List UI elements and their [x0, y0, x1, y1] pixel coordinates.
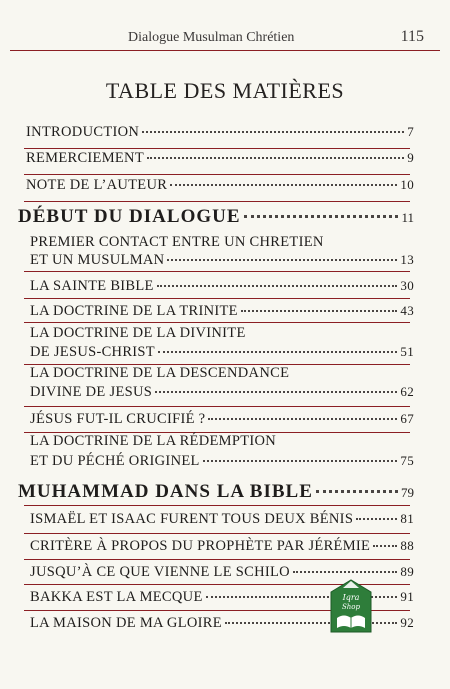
- toc-entry-page: 30: [400, 278, 414, 293]
- toc-entry-remerciement[interactable]: [26, 150, 414, 167]
- dot-leader: [356, 518, 397, 520]
- toc-entry-page: 89: [400, 564, 414, 579]
- dot-leader: [147, 157, 404, 159]
- svg-text:Iqra: Iqra: [342, 593, 360, 602]
- dot-leader: [142, 131, 404, 133]
- dot-leader: [293, 571, 397, 573]
- toc-entry-trinite[interactable]: [30, 303, 414, 320]
- entry-divider: [24, 559, 410, 560]
- toc-entry-note-auteur[interactable]: [26, 177, 414, 194]
- toc-entry-ismael-isaac[interactable]: [30, 511, 414, 528]
- toc-entry-page: 92: [400, 615, 414, 630]
- toc-entry-label: JUSQU’À CE QUE VIENNE LE SCHILO: [30, 564, 290, 580]
- toc-entry-redemption[interactable]: [30, 453, 414, 470]
- toc-entry-label: DIVINE DE JESUS: [30, 384, 153, 400]
- dot-leader: [167, 259, 397, 261]
- toc-entry-page: 75: [400, 453, 414, 468]
- toc-section-muhammad-bible[interactable]: [18, 481, 414, 503]
- toc-entry-line1: LA DOCTRINE DE LA DESCENDANCE: [30, 365, 290, 381]
- toc-section-label: MUHAMMAD DANS LA BIBLE: [18, 481, 313, 502]
- toc-entry-label: CRITÈRE À PROPOS DU PROPHÈTE PAR JÉRÉMIE: [30, 538, 371, 554]
- toc-entry-label: NOTE DE L’AUTEUR: [26, 177, 168, 193]
- dot-leader: [170, 184, 397, 186]
- entry-divider: [24, 271, 410, 272]
- dot-leader: [157, 285, 398, 287]
- toc-entry-page: 51: [400, 344, 414, 359]
- dot-leader: [158, 351, 397, 353]
- entry-divider: [24, 406, 410, 407]
- toc-entry-label: ET DU PÉCHÉ ORIGINEL: [30, 453, 200, 469]
- toc-entry-critere-jeremie[interactable]: [30, 538, 414, 555]
- toc-entry-page: 81: [400, 511, 414, 526]
- entry-divider: [24, 322, 410, 323]
- toc-entry-line1: PREMIER CONTACT ENTRE UN CHRETIEN: [30, 234, 324, 250]
- toc-entry-page: 91: [400, 589, 414, 604]
- toc-title: TABLE DES MATIÈRES: [105, 78, 345, 103]
- running-title: Dialogue Musulman Chrétien: [128, 30, 295, 45]
- entry-divider: [24, 148, 410, 149]
- toc-entry-label: ISMAËL ET ISAAC FURENT TOUS DEUX BÉNIS: [30, 511, 354, 527]
- entry-divider: [24, 533, 410, 534]
- toc-entry-label: JÉSUS FUT-IL CRUCIFIÉ ?: [30, 411, 206, 427]
- iqra-shop-logo: [325, 578, 377, 636]
- toc-section-label: DÉBUT DU DIALOGUE: [18, 206, 241, 227]
- dot-leader: [241, 310, 398, 312]
- dot-leader: [316, 490, 398, 493]
- toc-entry-label: INTRODUCTION: [26, 124, 140, 140]
- toc-entry-page: 88: [400, 538, 414, 553]
- toc-entry-premier-contact[interactable]: [30, 252, 414, 269]
- toc-entry-label: LA SAINTE BIBLE: [30, 278, 154, 294]
- entry-divider: [24, 174, 410, 175]
- toc-entry-label: ET UN MUSULMAN: [30, 252, 165, 268]
- dot-leader: [203, 460, 398, 462]
- toc-entry-page: 43: [400, 303, 414, 318]
- svg-text:Shop: Shop: [342, 603, 360, 611]
- toc-entry-label: LA MAISON DE MA GLOIRE: [30, 615, 222, 631]
- dot-leader: [244, 215, 399, 218]
- header-rule: [10, 50, 440, 51]
- dot-leader: [208, 418, 397, 420]
- toc-entry-sainte-bible[interactable]: [30, 278, 414, 295]
- entry-divider: [24, 201, 410, 202]
- toc-entry-page: 9: [407, 150, 414, 165]
- toc-entry-label: LA DOCTRINE DE LA TRINITE: [30, 303, 238, 319]
- toc-section-debut-dialogue[interactable]: [18, 206, 414, 228]
- toc-entry-line1: LA DOCTRINE DE LA RÉDEMPTION: [30, 433, 277, 449]
- toc-entry-page: 11: [401, 210, 414, 225]
- toc-entry-line1: LA DOCTRINE DE LA DIVINITE: [30, 325, 246, 341]
- toc-entry-page: 67: [400, 411, 414, 426]
- toc-entry-introduction[interactable]: [26, 124, 414, 141]
- entry-divider: [24, 505, 410, 506]
- toc-entry-page: 62: [400, 384, 414, 399]
- toc-entry-page: 10: [400, 177, 414, 192]
- dot-leader: [155, 391, 397, 393]
- toc-entry-page: 13: [400, 252, 414, 267]
- toc-entry-crucifie[interactable]: [30, 411, 414, 428]
- entry-divider: [24, 298, 410, 299]
- toc-entry-page: 79: [401, 485, 414, 500]
- running-header: [20, 26, 430, 52]
- toc-entry-descendance[interactable]: [30, 384, 414, 401]
- toc-entry-page: 7: [407, 124, 414, 139]
- toc-entry-label: REMERCIEMENT: [26, 150, 144, 166]
- toc-entry-divinite[interactable]: [30, 344, 414, 361]
- page-number: 115: [400, 28, 424, 45]
- toc-entry-label: BAKKA EST LA MECQUE: [30, 589, 203, 605]
- dot-leader: [373, 545, 397, 547]
- toc-entry-label: DE JESUS-CHRIST: [30, 344, 155, 360]
